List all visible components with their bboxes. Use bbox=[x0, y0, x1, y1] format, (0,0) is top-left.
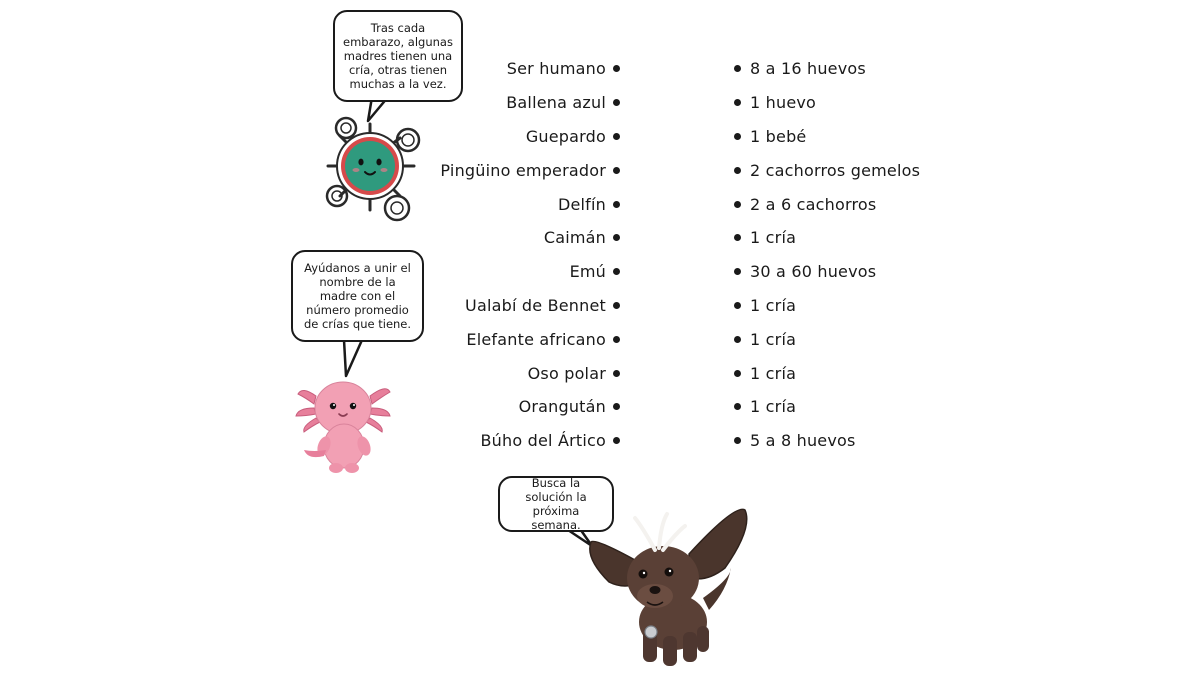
mother-item bbox=[380, 424, 620, 458]
offspring-match-dot[interactable] bbox=[734, 336, 741, 343]
offspring-item bbox=[734, 255, 994, 289]
mother-match-dot[interactable] bbox=[613, 437, 620, 444]
mother-match-dot[interactable] bbox=[613, 302, 620, 309]
mother-label: Ballena azul bbox=[506, 93, 606, 113]
mother-label: Búho del Ártico bbox=[480, 431, 606, 451]
mother-item bbox=[380, 255, 620, 289]
bottom-bubble-text: Busca la solución la próxima semana. bbox=[525, 476, 587, 532]
offspring-item bbox=[734, 221, 994, 255]
offspring-label: 1 cría bbox=[750, 397, 797, 417]
offspring-label: 2 cachorros gemelos bbox=[750, 160, 921, 180]
offspring-match-dot[interactable] bbox=[734, 201, 741, 208]
mother-item bbox=[380, 120, 620, 154]
offspring-match-dot[interactable] bbox=[734, 234, 741, 241]
offspring-item bbox=[734, 356, 994, 390]
top-bubble-text: Tras cada embarazo, algunas madres tienen una cría, otras tienen muchas a la vez. bbox=[343, 21, 453, 91]
mother-label: Pingüino emperador bbox=[440, 160, 606, 180]
offspring-label: 1 cría bbox=[750, 295, 797, 315]
middle-bubble-text: Ayúdanos a unir el nombre de la madre con el número promedio de crías que tiene. bbox=[303, 261, 412, 331]
offspring-match-dot[interactable] bbox=[734, 167, 741, 174]
offspring-label: 1 cría bbox=[750, 228, 797, 248]
mother-match-dot[interactable] bbox=[613, 167, 620, 174]
mother-match-dot[interactable] bbox=[613, 268, 620, 275]
mother-label: Ser humano bbox=[506, 59, 606, 79]
offspring-label: 2 a 6 cachorros bbox=[750, 194, 877, 214]
offspring-match-dot[interactable] bbox=[734, 99, 741, 106]
mother-match-dot[interactable] bbox=[613, 201, 620, 208]
offspring-label: 5 a 8 huevos bbox=[750, 431, 856, 451]
mother-label: Emú bbox=[569, 262, 606, 282]
offspring-label: 1 cría bbox=[750, 329, 797, 349]
mother-item bbox=[380, 153, 620, 187]
offspring-item bbox=[734, 187, 994, 221]
mother-label: Ualabí de Bennet bbox=[465, 295, 606, 315]
mother-item bbox=[380, 289, 620, 323]
offspring-match-dot[interactable] bbox=[734, 370, 741, 377]
mother-match-dot[interactable] bbox=[613, 133, 620, 140]
offspring-label: 1 bebé bbox=[750, 126, 807, 146]
offspring-item bbox=[734, 52, 994, 86]
offspring-item bbox=[734, 120, 994, 154]
mother-item bbox=[380, 86, 620, 120]
offspring-item bbox=[734, 289, 994, 323]
offspring-label: 1 huevo bbox=[750, 93, 817, 113]
mother-match-dot[interactable] bbox=[613, 65, 620, 72]
mother-match-dot[interactable] bbox=[613, 336, 620, 343]
offspring-label: 8 a 16 huevos bbox=[750, 59, 866, 79]
mother-match-dot[interactable] bbox=[613, 403, 620, 410]
mother-item bbox=[380, 187, 620, 221]
offspring-match-dot[interactable] bbox=[734, 437, 741, 444]
dog-character-icon bbox=[585, 498, 755, 673]
offspring-item bbox=[734, 424, 994, 458]
mother-item bbox=[380, 322, 620, 356]
offspring-list bbox=[734, 52, 994, 458]
mother-item bbox=[380, 221, 620, 255]
offspring-match-dot[interactable] bbox=[734, 133, 741, 140]
offspring-match-dot[interactable] bbox=[734, 302, 741, 309]
mother-item bbox=[380, 356, 620, 390]
mother-match-dot[interactable] bbox=[613, 234, 620, 241]
offspring-item bbox=[734, 153, 994, 187]
mother-match-dot[interactable] bbox=[613, 99, 620, 106]
mother-item bbox=[380, 52, 620, 86]
mother-label: Caimán bbox=[543, 228, 606, 248]
offspring-label: 30 a 60 huevos bbox=[750, 262, 877, 282]
mother-match-dot[interactable] bbox=[613, 370, 620, 377]
mother-label: Guepardo bbox=[525, 126, 606, 146]
offspring-match-dot[interactable] bbox=[734, 403, 741, 410]
mother-label: Oso polar bbox=[527, 363, 606, 383]
mother-label: Elefante africano bbox=[466, 329, 606, 349]
mother-label: Delfín bbox=[557, 194, 606, 214]
offspring-item bbox=[734, 322, 994, 356]
mothers-list bbox=[380, 52, 620, 458]
offspring-label: 1 cría bbox=[750, 363, 797, 383]
axolotl-character-icon bbox=[294, 368, 394, 476]
offspring-match-dot[interactable] bbox=[734, 65, 741, 72]
offspring-match-dot[interactable] bbox=[734, 268, 741, 275]
offspring-item bbox=[734, 390, 994, 424]
mother-label: Orangután bbox=[518, 397, 606, 417]
offspring-item bbox=[734, 86, 994, 120]
mother-item bbox=[380, 390, 620, 424]
